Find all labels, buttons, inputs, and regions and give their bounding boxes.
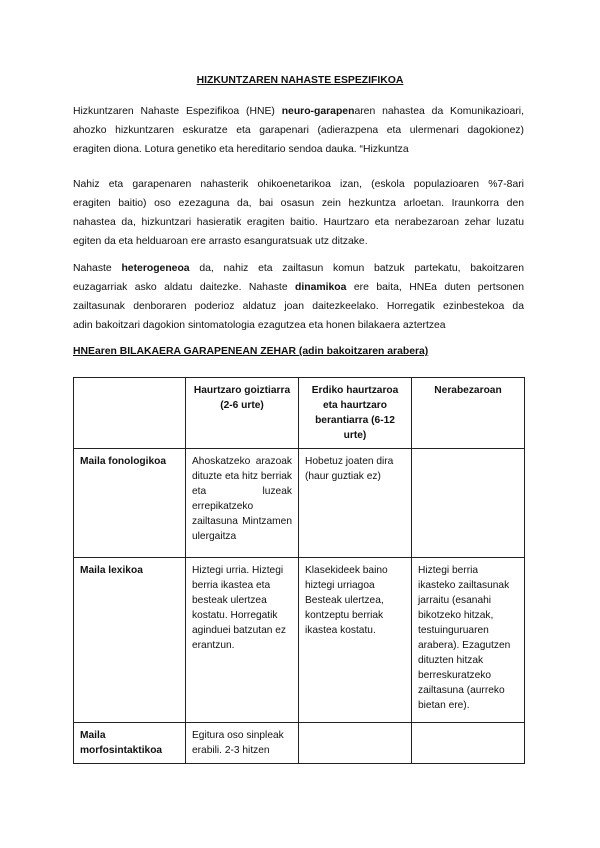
table-cell: Klasekideek baino hiztegi urriagoa Besteak ulertzea, kontzeptu berriak ikastea kostatu. — [299, 558, 412, 723]
text-line: eragiten diona. Lotura genetiko eta hereditario sendoa dauka. “Hizkuntza — [73, 144, 409, 155]
development-table — [73, 377, 525, 764]
table-cell — [299, 723, 412, 764]
paragraph-definition — [73, 102, 524, 159]
text-line — [73, 259, 524, 278]
text-line — [73, 102, 524, 121]
table-row — [74, 449, 525, 558]
bold-text: dinamikoa — [295, 282, 347, 293]
section-heading: HNEaren BILAKAERA GARAPENEAN ZEHAR (adin bakoitzaren arabera) — [73, 346, 429, 357]
row-header: Maila lexikoa — [74, 558, 186, 723]
table-row — [74, 723, 525, 764]
text-line: egiten da eta helduaroan ere arrasto esanguratsuak utz ditzake. — [73, 236, 368, 247]
text-line: eragiten baitio) oso ezezaguna da, bai osasun zein hezkuntza arloetan. Iraunkorra den — [73, 198, 524, 209]
paragraph-heterogeneity — [73, 259, 524, 335]
text-line: ahozko hizkuntzaren eskuratze eta garapenari (adierazpena eta ulermenari dagokionez) — [73, 125, 524, 136]
table-cell: Hobetuz joaten dira (haur guztiak ez) — [299, 449, 412, 558]
header-cell: Haurtzaro goiztiarra (2-6 urte) — [186, 378, 299, 449]
table-row — [74, 558, 525, 723]
document-title: HIZKUNTZAREN NAHASTE ESPEZIFIKOA — [196, 75, 404, 86]
bold-text: heterogeneoa — [121, 263, 190, 274]
text: euzagarriak asko aldatu daitezke. Nahaste — [73, 282, 296, 293]
text: ere baita, HNEa duten pertsonen — [346, 282, 524, 293]
text-line: Nahiz eta garapenaren nahasterik ohikoenetarikoa izan, (eskola populazioaren %7-8ari — [73, 179, 524, 190]
paragraph-prevalence — [73, 175, 524, 251]
header-cell: Nerabezaroan — [412, 378, 525, 449]
table-cell: Hiztegi urria. Hiztegi berria ikastea eta besteak ulertzea kostatu. Horregatik aginduei batzutan ez erantzun. — [186, 558, 299, 723]
text: da, nahiz eta zailtasun komun batzuk partekatu, bakoitzaren — [189, 263, 524, 274]
table-cell — [412, 449, 525, 558]
text: Nahaste — [73, 263, 122, 274]
table-cell — [412, 723, 525, 764]
text-line: nahastea da, hizkuntzari hasieratik eragiten baitio. Haurtzaro eta nerabezaroan zehar luzatu — [73, 217, 524, 228]
text: aren nahastea da Komunikazioari, — [354, 106, 524, 117]
header-cell: Erdiko haurtzaroa eta haurtzaro berantiarra (6-12 urte) — [299, 378, 412, 449]
table-cell: Ahoskatzeko arazoak dituzte eta hitz berriak eta luzeak errepikatzeko zailtasuna Mintzamen ulergaitza — [186, 449, 299, 558]
text: Hizkuntzaren Nahaste Espezifikoa (HNE) — [73, 106, 282, 117]
text-line: adin bakoitzari dagokion sintomatologia ezagutzea eta honen bilakaera aztertzea — [73, 320, 446, 331]
table-cell: Hiztegi berria ikasteko zailtasunak jarraitu (esanahi bikotzeko hitzak, testuinguruaren arabera). Ezagutzen dituzten hitzak berreskuratzeko zailtasuna (aurreko bietan ere). — [412, 558, 525, 723]
bold-text: neuro-garapen — [281, 106, 355, 117]
row-header: Maila fonologikoa — [74, 449, 186, 558]
header-cell — [74, 378, 186, 449]
row-header: Maila morfosintaktikoa — [74, 723, 186, 764]
text-line — [73, 278, 524, 297]
text-line: zailtasunak denboraren poderioz aldatuz joan daitezkeelako. Horregatik ezinbestekoa da — [73, 301, 524, 312]
table-header-row — [74, 378, 525, 449]
table-cell: Egitura oso sinpleak erabili. 2-3 hitzen — [186, 723, 299, 764]
